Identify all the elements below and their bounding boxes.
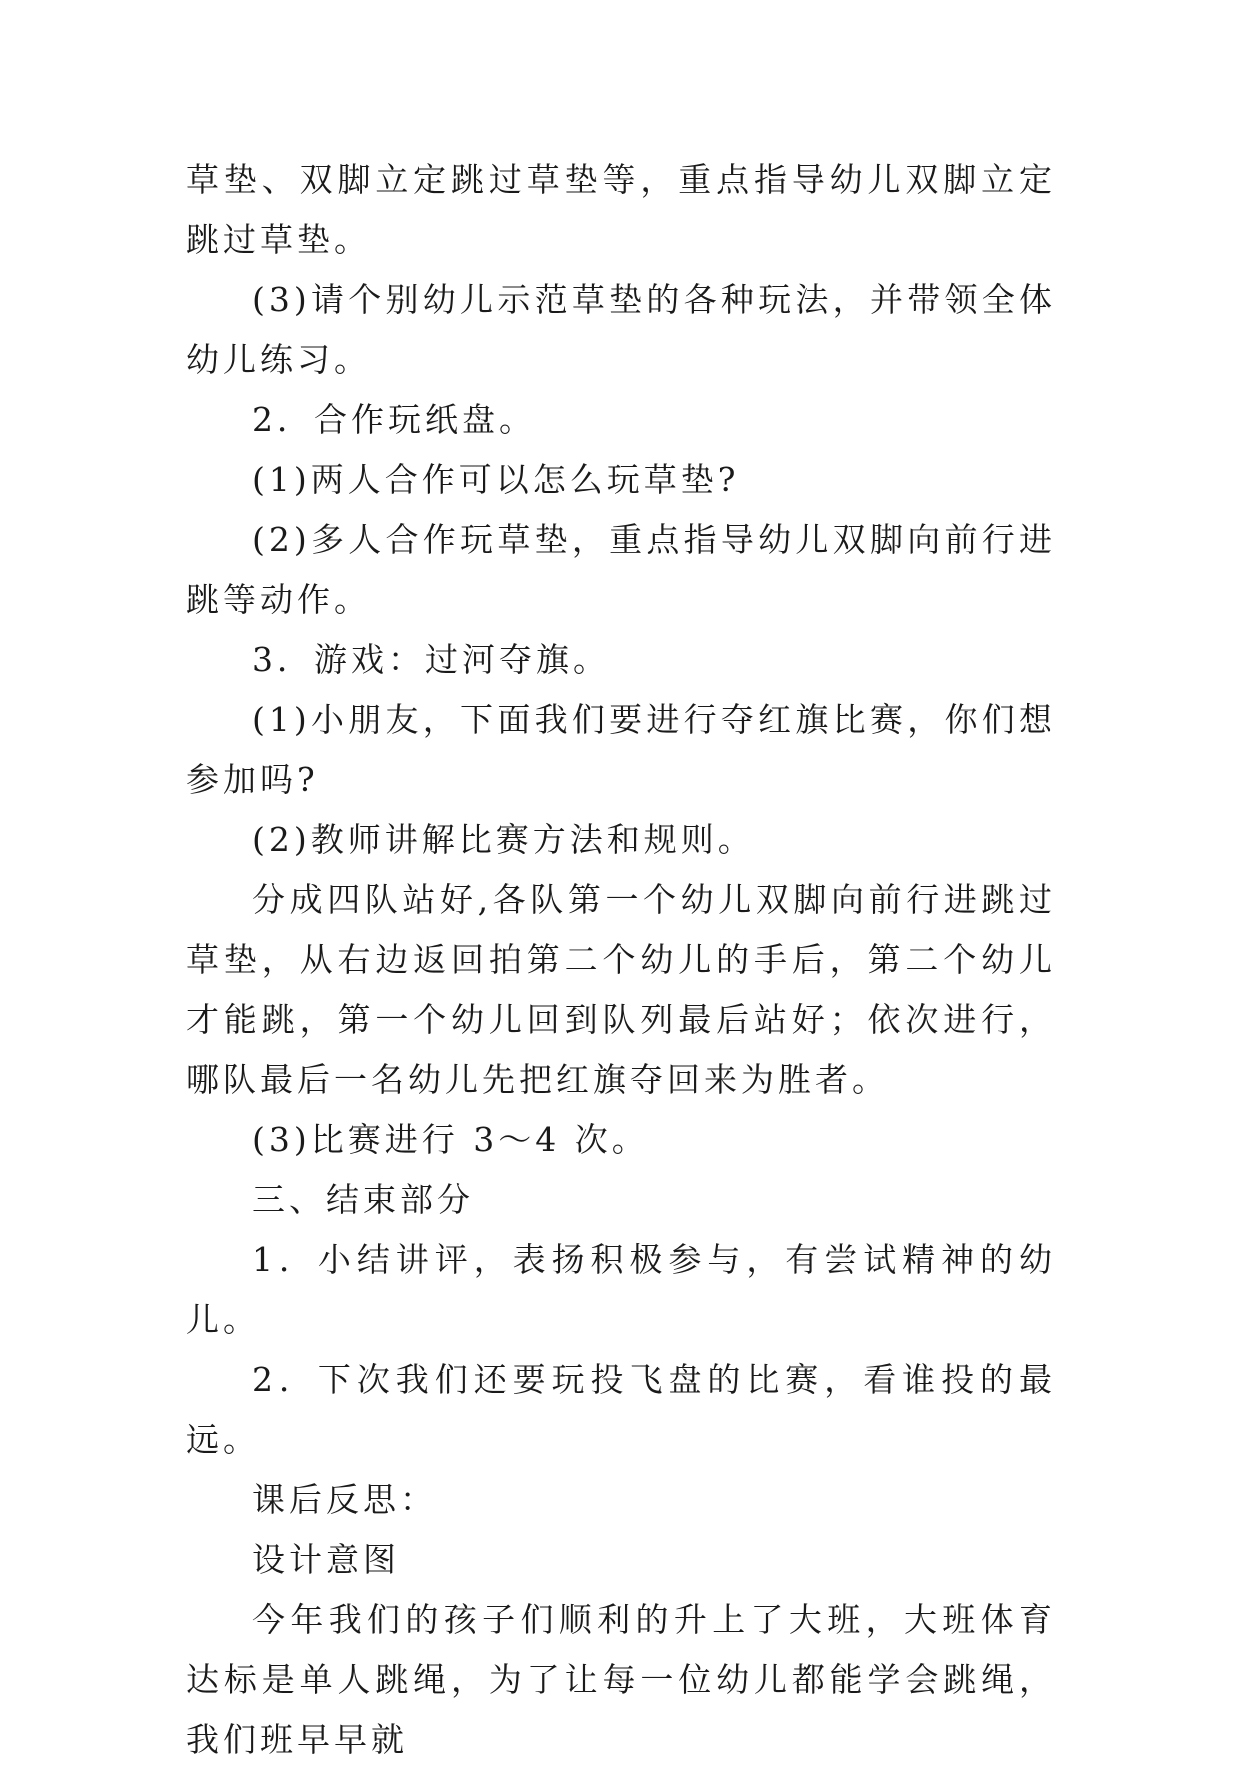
paragraph: 今年我们的孩子们顺利的升上了大班，大班体育达标是单人跳绳，为了让每一位幼儿都能学会跳绳，我们班早早就: [186, 1600, 1056, 1759]
document-body: [186, 150, 1056, 1770]
paragraph: 分成四队站好,各队第一个幼儿双脚向前行进跳过草垫，从右边返回拍第二个幼儿的手后，第二个幼儿才能跳，第一个幼儿回到队列最后站好；依次进行，哪队最后一名幼儿先把红旗夺回来为胜者。: [186, 880, 1056, 1099]
paragraph: 2．下次我们还要玩投飞盘的比赛，看谁投的最远。: [186, 1360, 1056, 1459]
paragraph: 3．游戏：过河夺旗。: [252, 640, 610, 679]
paragraph: (1)小朋友，下面我们要进行夺红旗比赛，你们想参加吗?: [186, 700, 1056, 799]
section-heading: 课后反思：: [252, 1480, 437, 1519]
section-heading: 三、结束部分: [252, 1180, 474, 1219]
paragraph: (3)比赛进行 3～4 次。: [252, 1120, 649, 1159]
paragraph: (3)请个别幼儿示范草垫的各种玩法，并带领全体幼儿练习。: [186, 280, 1056, 379]
paragraph: (2)多人合作玩草垫，重点指导幼儿双脚向前行进跳等动作。: [186, 520, 1056, 619]
section-heading: 设计意图: [252, 1540, 400, 1579]
paragraph: 1．小结讲评，表扬积极参与，有尝试精神的幼儿。: [186, 1240, 1056, 1339]
paragraph: 草垫、双脚立定跳过草垫等，重点指导幼儿双脚立定跳过草垫。: [186, 160, 1056, 259]
paragraph: 2．合作玩纸盘。: [252, 400, 536, 439]
paragraph: (2)教师讲解比赛方法和规则。: [252, 820, 755, 859]
paragraph: (1)两人合作可以怎么玩草垫?: [252, 460, 740, 499]
